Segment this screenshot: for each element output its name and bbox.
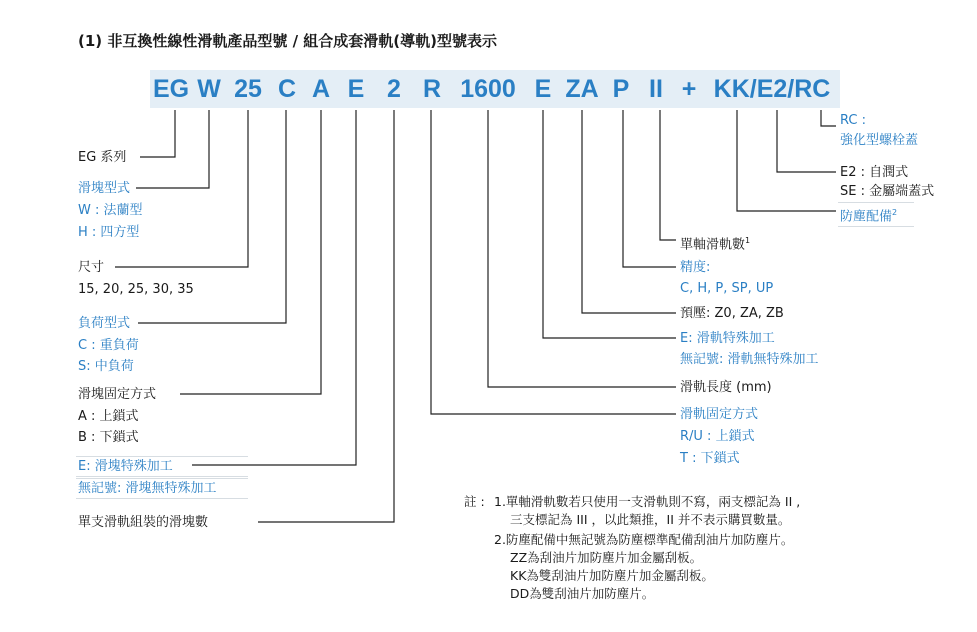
label-precision-values: C, H, P, SP, UP (680, 281, 774, 296)
label-series: EG 系列 (78, 150, 127, 165)
line-rail-special (543, 110, 676, 338)
label-rail-fix-t: T : 下鎖式 (680, 451, 740, 466)
code-plus: + (674, 70, 704, 108)
code-za: ZA (560, 70, 604, 108)
label-dust-sup: 2 (892, 208, 898, 217)
label-rails-count (680, 232, 750, 253)
code-e-rail: E (526, 70, 560, 108)
note-1a: 1.單軸滑軌數若只使用一支滑軌則不寫，兩支標記為 II , (494, 494, 801, 509)
code-1600: 1600 (450, 70, 526, 108)
label-rail-fix-title: 滑軌固定方式 (680, 407, 759, 422)
line-series (140, 110, 175, 157)
label-size-values: 15, 20, 25, 30, 35 (78, 282, 194, 297)
label-block-type-title: 滑塊型式 (78, 181, 131, 196)
note-2b: ZZ為刮油片加防塵片加金屬刮板。 (510, 550, 703, 565)
label-rail-special-none: 無記號: 滑軌無特殊加工 (680, 352, 819, 367)
label-load-s: S: 中負荷 (78, 359, 134, 374)
label-e2: E2 : 自潤式 (840, 165, 909, 180)
page-title: (1) 非互換性線性滑軌產品型號 / 組合成套滑軌(導軌)型號表示 (78, 32, 498, 50)
line-e2-se (777, 110, 836, 172)
label-rail-length: 滑軌長度 (mm) (680, 380, 772, 395)
label-load-c: C : 重負荷 (78, 338, 139, 353)
note-1b: 三支標記為 III ，以此類推，II 并不表示購買數量。 (510, 512, 791, 527)
code-2: 2 (374, 70, 414, 108)
line-precision (623, 110, 676, 267)
code-p: P (604, 70, 638, 108)
label-rail-special-e: E: 滑軌特殊加工 (680, 331, 775, 346)
note-2d: DD為雙刮油片加防塵片。 (510, 586, 655, 601)
label-block-type-h: H : 四方型 (78, 225, 140, 240)
label-precision-title: 精度: (680, 260, 711, 275)
label-dust-text: 防塵配備 (840, 209, 893, 225)
label-preload: 預壓: Z0, ZA, ZB (680, 306, 784, 321)
line-block-special (192, 110, 356, 465)
label-dust (838, 202, 914, 227)
label-block-special-none: 無記號: 滑塊無特殊加工 (76, 478, 248, 499)
line-rails-count (660, 110, 676, 240)
code-c: C (270, 70, 304, 108)
note-2a: 2.防塵配備中無記號為防塵標準配備刮油片加防塵片。 (494, 532, 794, 547)
code-accessories: KK/E2/RC (704, 70, 840, 108)
note-2c: KK為雙刮油片加防塵片加金屬刮板。 (510, 568, 714, 583)
label-size-title: 尺寸 (78, 260, 105, 275)
line-rail-fix (431, 110, 676, 414)
label-block-special-e: E: 滑塊特殊加工 (76, 456, 248, 477)
label-block-type-w: W : 法蘭型 (78, 203, 143, 218)
label-block-fix-a: A : 上鎖式 (78, 409, 139, 424)
code-ii: II (638, 70, 674, 108)
line-preload (582, 110, 676, 313)
code-w: W (192, 70, 226, 108)
line-block-fix (180, 110, 321, 394)
label-rc-title: RC : (840, 113, 866, 128)
label-rc-desc: 強化型螺栓蓋 (840, 133, 919, 148)
label-rail-fix-ru: R/U : 上鎖式 (680, 429, 755, 444)
line-rc (821, 110, 836, 126)
label-load-title: 負荷型式 (78, 316, 131, 331)
label-rails-count-sup: 1 (745, 236, 751, 245)
code-a: A (304, 70, 338, 108)
label-block-fix-title: 滑塊固定方式 (78, 387, 157, 402)
label-blocks-per-rail: 單支滑軌組裝的滑塊數 (78, 515, 209, 530)
label-se: SE : 金屬端蓋式 (840, 184, 935, 199)
code-25: 25 (226, 70, 270, 108)
code-r: R (414, 70, 450, 108)
code-eg: EG (150, 70, 192, 108)
code-e-block: E (338, 70, 374, 108)
notes-label: 註 : (464, 494, 485, 509)
label-rails-count-text: 單軸滑軌數 (680, 237, 746, 253)
label-block-fix-b: B : 下鎖式 (78, 430, 139, 445)
line-block-type (136, 110, 209, 188)
line-blocks-per-rail (258, 110, 394, 522)
